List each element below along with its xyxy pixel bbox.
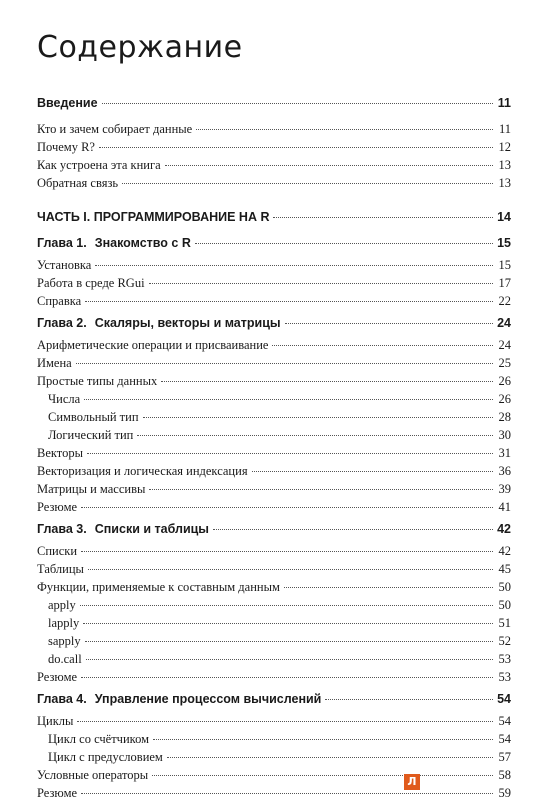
toc-subentry[interactable]: [37, 750, 511, 768]
toc-entry[interactable]: [37, 122, 511, 140]
toc-entry[interactable]: [37, 176, 511, 194]
toc-entry[interactable]: [37, 670, 511, 688]
toc-entry-label: [37, 158, 161, 173]
toc-entry-title: Цикл с предусловием: [48, 750, 163, 764]
page-number: 13: [498, 176, 511, 190]
toc-entry-title: Обратная связь: [37, 176, 119, 190]
page-number: 14: [497, 210, 511, 224]
page-number: 26: [498, 392, 511, 406]
toc-entry-title: Простые типы данных: [37, 374, 158, 388]
page-number: 11: [497, 96, 511, 110]
toc-entry-title: Резюме: [37, 786, 78, 800]
dot-leader: [102, 103, 493, 104]
dot-leader: [165, 165, 493, 166]
toc-entry-label: [37, 768, 148, 783]
page-number: 51: [498, 616, 511, 630]
toc-entry-title: Циклы: [37, 714, 74, 728]
toc-entry-label: [37, 374, 157, 389]
dot-leader: [167, 757, 493, 758]
toc-entry-label: [37, 210, 269, 224]
page-number: 53: [498, 670, 511, 684]
table-of-contents: [37, 96, 511, 804]
toc-entry-label: [37, 522, 209, 536]
toc-entry[interactable]: [37, 258, 511, 276]
page-number: 11: [498, 122, 511, 136]
dot-leader: [99, 147, 493, 148]
toc-entry-title: Справка: [37, 294, 82, 308]
toc-entry-title: Знакомство с R: [94, 236, 191, 250]
toc-heading-entry[interactable]: [37, 96, 511, 114]
dot-leader: [88, 569, 493, 570]
toc-heading-entry[interactable]: [37, 236, 511, 254]
toc-entry-title: apply: [48, 598, 76, 612]
page-number: 45: [498, 562, 511, 576]
toc-subentry[interactable]: [37, 410, 511, 428]
toc-entry-label: [37, 714, 73, 729]
toc-heading-entry[interactable]: [37, 210, 511, 228]
page-number: 42: [498, 544, 511, 558]
toc-subentry[interactable]: [37, 652, 511, 670]
toc-entry-title: do.call: [48, 652, 82, 666]
toc-entry-title: Имена: [37, 356, 72, 370]
toc-entry-title: Таблицы: [37, 562, 84, 576]
page-number: 22: [498, 294, 511, 308]
toc-entry[interactable]: [37, 338, 511, 356]
dot-leader: [196, 129, 493, 130]
dot-leader: [149, 489, 493, 490]
page-number: 24: [497, 316, 511, 330]
toc-subentry[interactable]: [37, 616, 511, 634]
spacer: [37, 194, 511, 210]
dot-leader: [76, 363, 493, 364]
toc-entry[interactable]: [37, 276, 511, 294]
spacer: [37, 228, 511, 236]
publisher-logo-icon: Л: [404, 774, 420, 790]
toc-entry[interactable]: [37, 374, 511, 392]
page-number: 50: [498, 580, 511, 594]
dot-leader: [85, 641, 493, 642]
toc-entry-title: Цикл со счётчиком: [48, 732, 150, 746]
toc-entry-label: [37, 428, 133, 443]
page-title: Содержание: [37, 30, 243, 65]
toc-entry-label: [37, 732, 149, 747]
chapter-number: Глава 1.: [37, 236, 87, 250]
page-number: 25: [498, 356, 511, 370]
dot-leader: [137, 435, 493, 436]
page-number: 30: [498, 428, 511, 442]
dot-leader: [81, 507, 493, 508]
spacer: [37, 114, 511, 122]
toc-entry-label: [37, 562, 84, 577]
page-number: 42: [497, 522, 511, 536]
toc-entry[interactable]: [37, 714, 511, 732]
dot-leader: [87, 453, 493, 454]
chapter-number: Глава 2.: [37, 316, 87, 330]
page-number: 54: [498, 732, 511, 746]
toc-entry-title: Матрицы и массивы: [37, 482, 146, 496]
toc-entry-label: [37, 276, 145, 291]
toc-entry-label: [37, 652, 82, 667]
toc-entry[interactable]: [37, 500, 511, 518]
toc-entry-title: Векторы: [37, 446, 83, 460]
dot-leader: [195, 243, 493, 244]
toc-entry-title: Списки: [37, 544, 78, 558]
toc-entry[interactable]: [37, 544, 511, 562]
toc-entry-title: Резюме: [37, 670, 78, 684]
toc-entry-label: [37, 356, 72, 371]
dot-leader: [325, 699, 493, 700]
page-number: 31: [498, 446, 511, 460]
toc-entry-title: Введение: [37, 96, 98, 110]
toc-entry-title: Скаляры, векторы и матрицы: [94, 316, 281, 330]
toc-entry[interactable]: [37, 140, 511, 158]
toc-entry-label: [37, 580, 280, 595]
toc-entry[interactable]: [37, 356, 511, 374]
dot-leader: [143, 417, 493, 418]
toc-entry-title: Логический тип: [48, 428, 134, 442]
chapter-number: Глава 3.: [37, 522, 87, 536]
page-number: 12: [498, 140, 511, 154]
page-number: 52: [498, 634, 511, 648]
toc-entry-label: [37, 670, 77, 685]
dot-leader: [84, 399, 493, 400]
page-number: 41: [498, 500, 511, 514]
toc-entry[interactable]: [37, 464, 511, 482]
toc-entry-label: [37, 464, 248, 479]
toc-entry-label: [37, 176, 118, 191]
dot-leader: [122, 183, 493, 184]
toc-entry[interactable]: [37, 158, 511, 176]
page-number: 28: [498, 410, 511, 424]
toc-entry-title: Символьный тип: [48, 410, 139, 424]
toc-entry[interactable]: [37, 580, 511, 598]
toc-subentry[interactable]: [37, 598, 511, 616]
dot-leader: [81, 677, 493, 678]
page-number: 15: [498, 258, 511, 272]
dot-leader: [213, 529, 493, 530]
toc-entry-title: Работа в среде RGui: [37, 276, 145, 290]
page-number: 53: [498, 652, 511, 666]
dot-leader: [284, 587, 493, 588]
toc-entry[interactable]: [37, 446, 511, 464]
toc-entry-title: Арифметические операции и присваивание: [37, 338, 269, 352]
dot-leader: [85, 301, 493, 302]
dot-leader: [81, 551, 493, 552]
toc-subentry[interactable]: [37, 634, 511, 652]
toc-entry-label: [37, 236, 191, 250]
toc-entry[interactable]: [37, 768, 511, 786]
toc-entry-title: Почему R?: [37, 140, 95, 154]
toc-entry-label: [37, 258, 91, 273]
toc-entry[interactable]: [37, 482, 511, 500]
toc-entry-label: [37, 692, 321, 706]
page-number: 39: [498, 482, 511, 496]
toc-entry-title: Установка: [37, 258, 92, 272]
page-number: 54: [498, 714, 511, 728]
toc-entry-label: [37, 446, 83, 461]
toc-entry-title: Управление процессом вычислений: [94, 692, 322, 706]
dot-leader: [77, 721, 493, 722]
toc-subentry[interactable]: [37, 428, 511, 446]
toc-entry-title: lapply: [48, 616, 80, 630]
toc-entry-label: [37, 140, 95, 155]
dot-leader: [285, 323, 493, 324]
dot-leader: [272, 345, 493, 346]
toc-entry-title: Числа: [48, 392, 81, 406]
toc-entry-label: [37, 616, 79, 631]
dot-leader: [161, 381, 493, 382]
toc-entry-label: [37, 750, 163, 765]
toc-entry-title: Списки и таблицы: [94, 522, 209, 536]
toc-entry-label: [37, 598, 76, 613]
dot-leader: [86, 659, 493, 660]
dot-leader: [149, 283, 493, 284]
toc-entry-label: [37, 316, 281, 330]
toc-entry[interactable]: [37, 562, 511, 580]
toc-entry-title: Векторизация и логическая индексация: [37, 464, 248, 478]
toc-heading-entry[interactable]: [37, 692, 511, 710]
toc-entry-label: [37, 294, 81, 309]
toc-entry-title: Кто и зачем собирает данные: [37, 122, 193, 136]
toc-entry-title: sapply: [48, 634, 81, 648]
page-number: 13: [498, 158, 511, 172]
toc-subentry[interactable]: [37, 392, 511, 410]
dot-leader: [153, 739, 493, 740]
dot-leader: [81, 793, 493, 794]
toc-subentry[interactable]: [37, 732, 511, 750]
toc-entry-label: [37, 786, 77, 801]
page-number: 15: [497, 236, 511, 250]
toc-entry-label: [37, 634, 81, 649]
toc-entry-title: Резюме: [37, 500, 78, 514]
toc-entry-label: [37, 338, 268, 353]
toc-entry-label: [37, 410, 139, 425]
toc-entry-title: Функции, применяемые к составным данным: [37, 580, 280, 594]
toc-heading-entry[interactable]: [37, 316, 511, 334]
toc-entry-label: [37, 500, 77, 515]
toc-entry-label: [37, 482, 145, 497]
chapter-number: Глава 4.: [37, 692, 87, 706]
dot-leader: [152, 775, 493, 776]
page-number: 58: [498, 768, 511, 782]
toc-entry[interactable]: [37, 294, 511, 312]
toc-entry-label: [37, 96, 98, 110]
page-number: 36: [498, 464, 511, 478]
page-number: 59: [498, 786, 511, 800]
toc-entry-label: [37, 122, 192, 137]
toc-entry-label: [37, 544, 77, 559]
page-number: 26: [498, 374, 511, 388]
toc-entry-title: ЧАСТЬ I. ПРОГРАММИРОВАНИЕ НА R: [37, 210, 270, 224]
page-number: 24: [498, 338, 511, 352]
page-number: 54: [497, 692, 511, 706]
toc-entry-label: [37, 392, 80, 407]
toc-heading-entry[interactable]: [37, 522, 511, 540]
page-number: 57: [498, 750, 511, 764]
page-number: 17: [498, 276, 511, 290]
dot-leader: [273, 217, 493, 218]
toc-entry-title: Условные операторы: [37, 768, 149, 782]
toc-entry[interactable]: [37, 786, 511, 804]
dot-leader: [252, 471, 493, 472]
dot-leader: [80, 605, 493, 606]
dot-leader: [83, 623, 493, 624]
dot-leader: [95, 265, 493, 266]
page-number: 50: [498, 598, 511, 612]
toc-entry-title: Как устроена эта книга: [37, 158, 161, 172]
